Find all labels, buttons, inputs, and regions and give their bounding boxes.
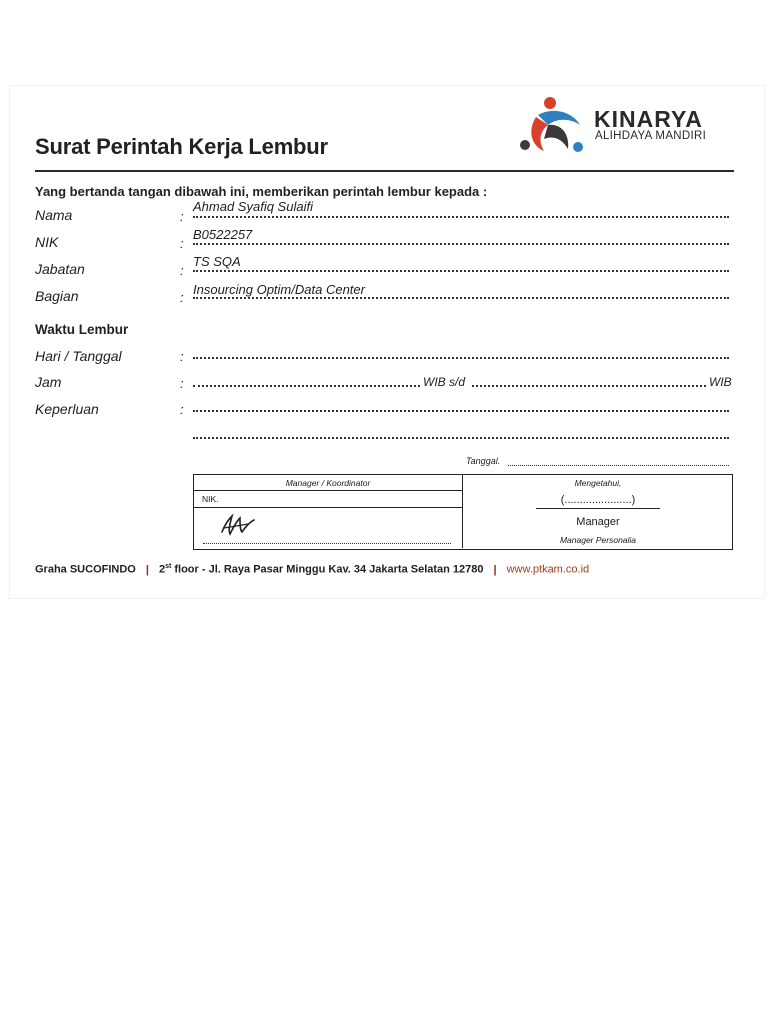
jabatan-label: Jabatan	[35, 261, 85, 277]
logo-mark-icon	[518, 95, 590, 157]
manager-name-underline	[536, 508, 660, 509]
nik-value[interactable]: B0522257	[193, 227, 253, 242]
footer-floor-number: 2	[158, 563, 166, 576]
signature-right-cell	[464, 475, 732, 548]
title-divider	[35, 170, 734, 172]
keperluan-field-2[interactable]	[193, 437, 729, 439]
footer-floor-suffix: st	[165, 563, 172, 570]
jabatan-dotted-line	[193, 270, 729, 272]
keperluan-label: Keperluan	[35, 401, 99, 417]
footer-separator-1: |	[145, 563, 149, 576]
footer-address-text: floor - Jl. Raya Pasar Minggu Kav. 34 Jakarta Selatan 12780	[174, 563, 484, 576]
bagian-label: Bagian	[35, 288, 79, 304]
footer-separator-2: |	[493, 563, 497, 576]
logo-subtitle: ALIHDAYA MANDIRI	[595, 130, 707, 142]
signature-left-cell	[194, 475, 463, 548]
handwritten-signature	[218, 512, 258, 538]
jabatan-value[interactable]: TS SQA	[193, 254, 241, 269]
wib-sd-text: WIB s/d	[423, 375, 466, 389]
hari-tanggal-colon: :	[180, 349, 184, 364]
jam-colon: :	[180, 376, 184, 391]
bagian-dotted-line	[193, 297, 729, 299]
hari-tanggal-label: Hari / Tanggal	[35, 348, 122, 364]
kinarya-logo	[518, 95, 732, 157]
footer-website-link[interactable]: www.ptkam.co.id	[506, 563, 590, 576]
tanggal-label: Tanggal.	[466, 456, 501, 466]
signature-table	[193, 474, 733, 550]
footer-address	[35, 563, 589, 576]
nik-label: NIK	[35, 234, 59, 250]
nama-colon: :	[180, 209, 184, 224]
tanggal-field[interactable]	[508, 465, 729, 466]
intro-text: Yang bertanda tangan dibawah ini, memberikan perintah lembur kepada :	[35, 184, 488, 199]
nama-label: Nama	[35, 207, 73, 223]
signature-line[interactable]	[203, 543, 451, 544]
nik-colon: :	[180, 236, 184, 251]
logo-name: KINARYA	[594, 106, 703, 132]
hari-tanggal-field[interactable]	[193, 357, 729, 359]
jabatan-colon: :	[180, 263, 184, 278]
jam-start-field[interactable]	[193, 385, 420, 387]
nik-dotted-line	[193, 243, 729, 245]
bagian-colon: :	[180, 290, 184, 305]
keperluan-colon: :	[180, 402, 184, 417]
manager-name-placeholder[interactable]: (......................)	[560, 494, 636, 506]
footer-company: Graha SUCOFINDO	[35, 563, 136, 576]
waktu-lembur-heading: Waktu Lembur	[35, 322, 129, 337]
keperluan-field-1[interactable]	[193, 410, 729, 412]
nama-value[interactable]: Ahmad Syafiq Sulaifi	[193, 199, 313, 214]
nama-dotted-line	[193, 216, 729, 218]
bagian-value[interactable]: Insourcing Optim/Data Center	[193, 282, 365, 297]
manager-personalia-label: Manager Personalia	[559, 535, 637, 545]
page-title: Surat Perintah Kerja Lembur	[35, 134, 328, 159]
wib-text: WIB	[709, 375, 732, 389]
manager-koordinator-header: Manager / Koordinator	[194, 475, 462, 491]
jam-label: Jam	[35, 374, 62, 390]
signature-nik-label: NIK.	[194, 491, 462, 508]
jam-end-field[interactable]	[472, 385, 706, 387]
mengetahui-label: Mengetahui,	[574, 478, 622, 488]
manager-title: Manager	[576, 516, 620, 528]
